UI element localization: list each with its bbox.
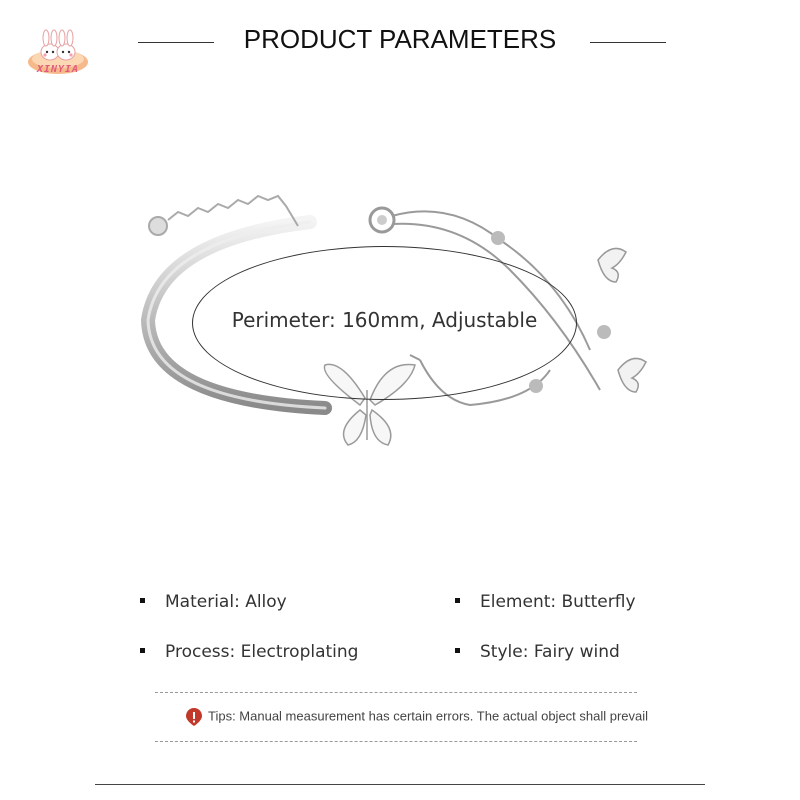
param-process [140, 642, 358, 662]
bullet-icon [455, 598, 460, 603]
bullet-icon [455, 648, 460, 653]
param-material-text: Material: Alloy [165, 592, 287, 612]
bullet-icon [140, 598, 145, 603]
param-process-text: Process: Electroplating [165, 642, 359, 662]
tip-divider-top [155, 692, 637, 693]
param-style [455, 642, 620, 662]
page-title: PRODUCT PARAMETERS [243, 24, 557, 54]
title-divider-right [590, 42, 666, 43]
bullet-icon [140, 648, 145, 653]
tip-divider-bottom [155, 741, 637, 742]
param-material [140, 592, 287, 612]
footer-divider [95, 784, 705, 785]
param-element-text: Element: Butterfly [480, 592, 636, 612]
brand-name: XINYIA [36, 64, 80, 75]
tip-notice [184, 707, 648, 727]
param-style-text: Style: Fairy wind [480, 642, 620, 662]
perimeter-label: Perimeter: 160mm, Adjustable [231, 308, 538, 332]
warning-icon [184, 707, 204, 727]
param-element [455, 592, 636, 612]
tip-text: Tips: Manual measurement has certain errors. The actual object shall prevail [208, 708, 649, 724]
